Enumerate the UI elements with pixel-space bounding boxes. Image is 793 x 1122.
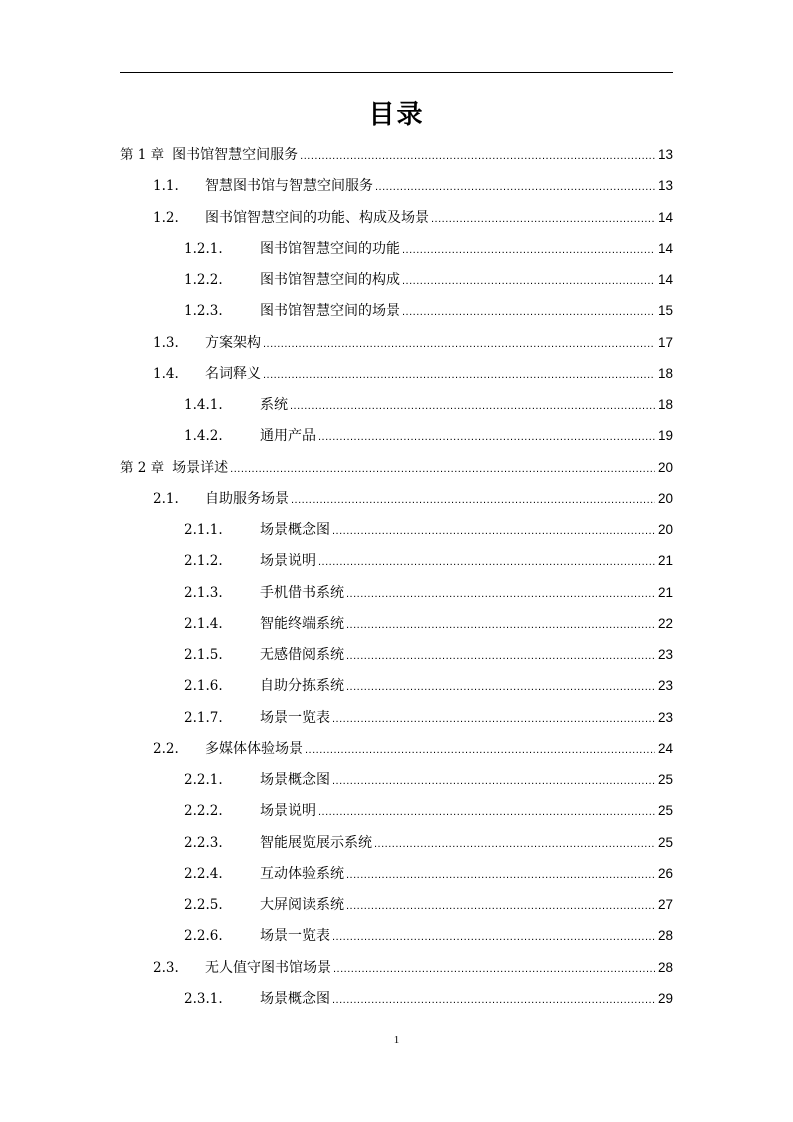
toc-entry[interactable] [120,795,673,826]
toc-entry-number: 2.1.2. [184,553,223,570]
toc-entry-title: 智慧图书馆与智慧空间服务 [205,178,373,195]
toc-entry-title: 智能终端系统 [260,615,344,632]
toc-entry-title: 智能展览展示系统 [260,834,372,851]
toc-entry[interactable] [120,952,673,983]
toc-entry[interactable] [120,764,673,795]
toc-entry[interactable] [120,889,673,920]
toc-entry[interactable] [120,170,673,201]
toc-entry-number: 2.1. [153,490,179,507]
toc-entry-title: 场景一览表 [260,709,330,726]
toc-entry-title: 图书馆智慧空间服务 [172,147,299,163]
toc-entry-page: 23 [657,647,673,662]
toc-entry[interactable] [120,514,673,545]
header-rule [120,72,673,73]
toc-entry-page: 20 [657,522,673,537]
toc-entry[interactable] [120,358,673,389]
toc-entry-title: 自助分拣系统 [260,678,344,695]
toc-entry-number: 第 2 章 [120,459,165,476]
toc-dot-leader [305,735,655,766]
toc-entry[interactable] [120,389,673,420]
toc-entry-number: 2.1.4. [184,615,223,632]
toc-entry-page: 13 [657,147,673,162]
toc-entry-title: 自助服务场景 [205,490,289,507]
toc-entry[interactable] [120,139,673,170]
toc-entry-page: 20 [657,459,673,475]
toc-entry-page: 18 [657,365,673,381]
toc-entry[interactable] [120,452,673,483]
toc-entry-number: 2.2.3. [184,834,223,851]
toc-entry-title: 图书馆智慧空间的功能 [260,240,400,257]
toc-entry-page: 29 [657,990,673,1006]
toc-entry-page: 17 [657,334,673,350]
toc-entry[interactable] [120,858,673,889]
toc-entry-page: 25 [657,834,673,850]
toc-entry-title: 场景概念图 [260,990,330,1007]
toc-entry-title: 无感借阅系统 [260,647,344,663]
toc-entry-number: 1.1. [153,178,179,195]
toc-entry-page: 22 [657,615,673,631]
toc-entry-number: 1.2. [153,209,179,226]
toc-entry[interactable] [120,545,673,576]
toc-dot-leader [431,204,655,235]
toc-entry-title: 手机借书系统 [260,584,344,601]
toc-entry-title: 图书馆智慧空间的场景 [260,303,400,320]
toc-dot-leader [291,485,655,516]
toc-entry-page: 25 [657,803,673,819]
toc-entry-title: 名词释义 [205,365,261,382]
toc-entry[interactable] [120,264,673,295]
toc-entry[interactable] [120,920,673,951]
toc-entry-number: 2.2.6. [184,928,223,945]
toc-dot-leader [346,610,655,641]
toc-entry-number: 2.1.3. [184,584,223,601]
toc-entry-page: 26 [657,865,673,881]
toc-entry-number: 1.3. [153,334,179,351]
toc-entry-page: 14 [657,209,673,225]
toc-entry[interactable] [120,577,673,608]
toc-dot-leader [346,672,655,703]
toc-dot-leader [402,266,655,297]
toc-entry-page: 23 [657,709,673,725]
toc-dot-leader [332,766,655,797]
toc-entry-page: 21 [657,553,673,569]
toc-entry-title: 场景说明 [260,553,316,570]
toc-entry-number: 1.2.3. [184,303,223,320]
toc-entry-title: 通用产品 [260,428,316,445]
toc-entry-page: 25 [657,772,673,787]
toc-title: 目录 [368,100,425,130]
toc-entry-number: 1.2.1. [184,240,223,257]
toc-entry-number: 2.1.1. [184,522,223,538]
toc-entry-number: 1.4.2. [184,428,223,445]
toc-dot-leader [318,797,655,828]
toc-entry-title: 图书馆智慧空间的功能、构成及场景 [205,209,429,226]
toc-dot-leader [332,516,655,547]
toc-dot-leader [263,329,655,360]
toc-dot-leader [402,235,655,266]
toc-entry[interactable] [120,827,673,858]
toc-entry-title: 系统 [260,397,288,413]
toc-dot-leader [402,297,655,328]
toc-entry-title: 互动体验系统 [260,865,344,882]
toc-dot-leader [230,454,655,485]
toc-dot-leader [332,985,655,1016]
toc-entry[interactable] [120,233,673,264]
toc-entry-number: 2.2.5. [184,897,223,913]
toc-dot-leader [346,891,655,922]
toc-entry-page: 14 [657,240,673,256]
toc-dot-leader [318,422,655,453]
toc-entry-number: 2.1.5. [184,647,223,663]
toc-entry-number: 2.2. [153,740,179,757]
toc-entry-page: 13 [657,178,673,194]
toc-entry-page: 20 [657,490,673,506]
toc-dot-leader [332,704,655,735]
toc-entry-number: 2.2.4. [184,865,223,882]
toc-entry[interactable] [120,733,673,764]
toc-entry-number: 1.2.2. [184,272,223,288]
toc-entry[interactable] [120,295,673,326]
toc-entry-number: 第 1 章 [120,147,165,163]
toc-entry-page: 19 [657,428,673,444]
toc-dot-leader [346,579,655,610]
toc-dot-leader [290,391,655,422]
toc-entry-number: 2.3.1. [184,990,223,1007]
toc-entry-page: 21 [657,584,673,600]
toc-entry-number: 2.1.7. [184,709,223,726]
toc-entry[interactable] [120,327,673,358]
toc-entry-page: 28 [657,928,673,944]
toc-entry[interactable] [120,608,673,639]
toc-entry-title: 场景概念图 [260,772,330,788]
toc-dot-leader [346,860,655,891]
toc-entry[interactable] [120,983,673,1014]
toc-entry-page: 28 [657,959,673,975]
toc-entry-page: 14 [657,272,673,287]
toc-entry-number: 1.4.1. [184,397,223,413]
toc-list [120,139,673,1014]
toc-entry-number: 2.2.1. [184,772,223,788]
toc-dot-leader [332,922,655,953]
toc-dot-leader [375,172,655,203]
toc-entry[interactable] [120,702,673,733]
toc-entry-title: 方案架构 [205,334,261,351]
toc-entry-page: 15 [657,303,673,319]
toc-entry-page: 23 [657,678,673,694]
toc-entry-page: 18 [657,397,673,412]
page-number: 1 [393,1034,400,1046]
toc-entry-page: 24 [657,740,673,756]
toc-entry[interactable] [120,639,673,670]
toc-dot-leader [263,360,655,391]
toc-dot-leader [333,954,655,985]
toc-entry-title: 场景一览表 [260,928,330,945]
toc-entry-title: 场景说明 [260,803,316,820]
toc-entry[interactable] [120,670,673,701]
toc-entry[interactable] [120,483,673,514]
toc-dot-leader [300,141,655,172]
toc-entry-title: 场景概念图 [260,522,330,538]
toc-entry-number: 2.1.6. [184,678,223,695]
toc-entry-title: 多媒体体验场景 [205,740,303,757]
toc-entry-number: 2.2.2. [184,803,223,820]
toc-dot-leader [346,641,655,672]
toc-entry-title: 大屏阅读系统 [260,897,344,913]
toc-entry[interactable] [120,420,673,451]
toc-entry-page: 27 [657,897,673,912]
toc-dot-leader [374,829,655,860]
toc-dot-leader [318,547,655,578]
toc-entry-number: 1.4. [153,365,179,382]
toc-entry-title: 场景详述 [172,459,229,476]
toc-entry[interactable] [120,202,673,233]
toc-entry-title: 图书馆智慧空间的构成 [260,272,400,288]
toc-entry-number: 2.3. [153,959,179,976]
toc-entry-title: 无人值守图书馆场景 [205,959,331,976]
